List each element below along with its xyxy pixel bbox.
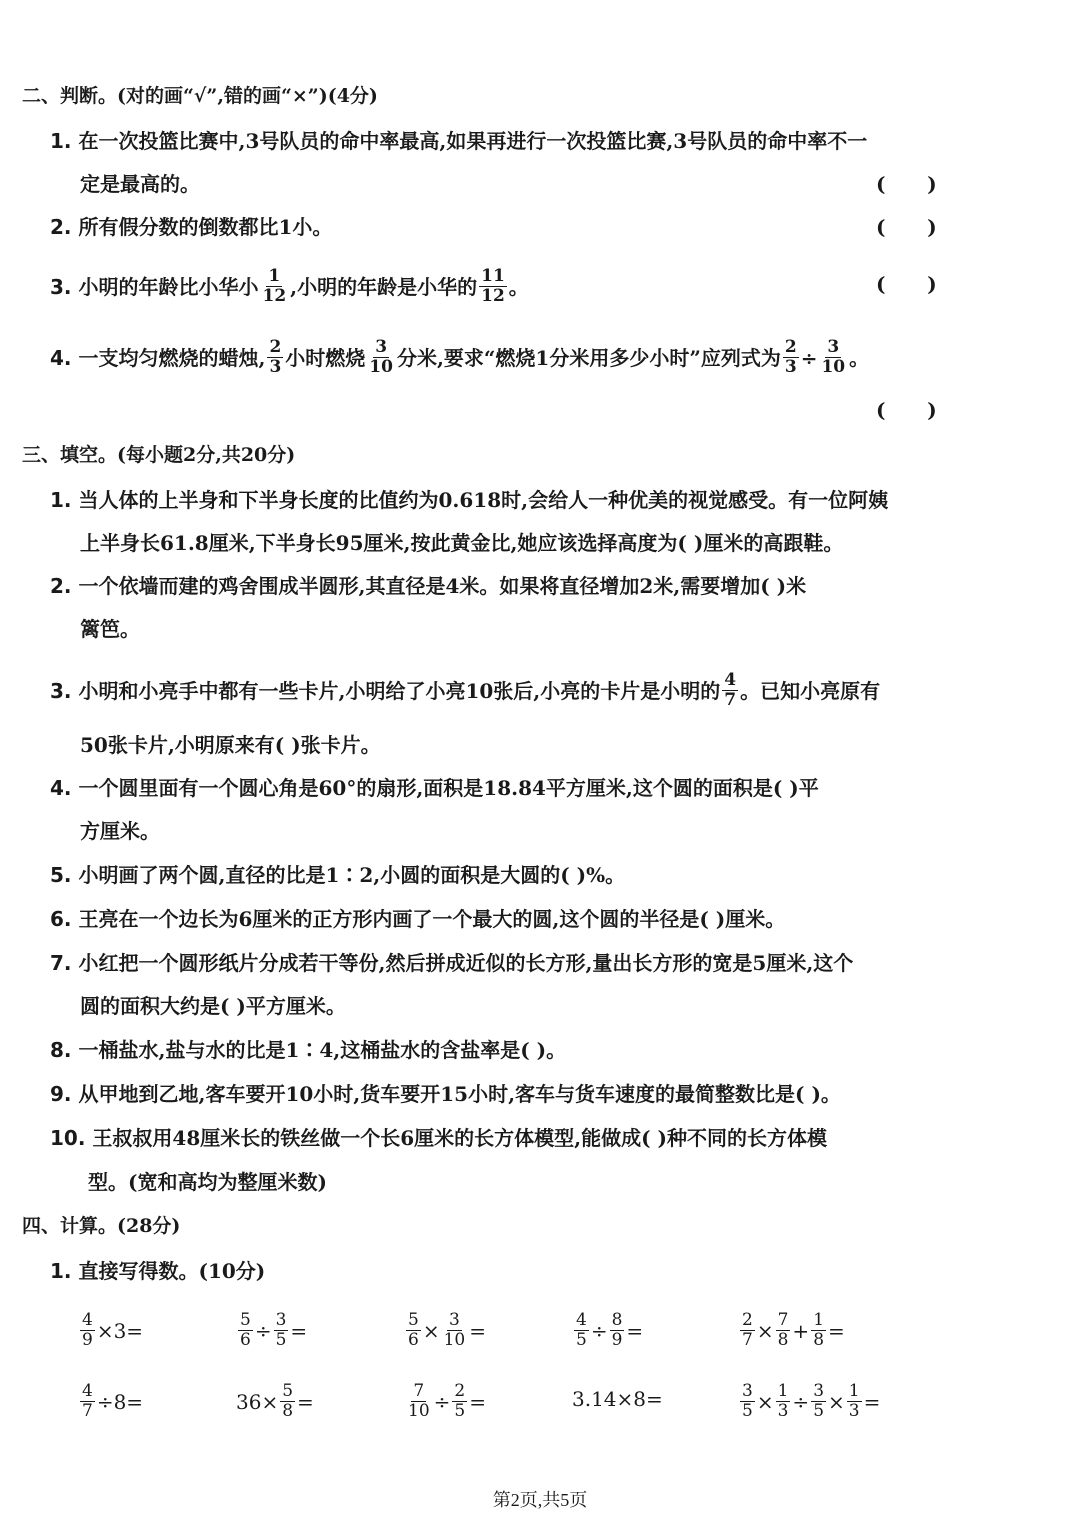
fraction: $\frac{3}{5}$ [742,1381,753,1421]
s3-q2-line1: 2. 一个依墙而建的鸡舍围成半圆形,其直径是4米。如果将直径增加2米,需要增加( )米 [50,574,807,598]
s3-q6-line: 6. 王亮在一个边长为6厘米的正方形内画了一个最大的圆,这个圆的半径是( )厘米。 [50,907,786,931]
answer-blank[interactable]: ( ) [876,272,937,296]
s3-q1-line1: 1. 当人体的上半身和下半身长度的比值约为0.618时,会给人一种优美的视觉感受。有一位阿姨 [50,488,889,512]
q-text: ,小明的年龄是小华的 [290,275,478,299]
s2-q1-line2: 定是最高的。 [80,172,200,196]
s2-q4-line: 4. 一支均匀燃烧的蜡烛, $\frac{2}{3}$ 小时燃烧 $\frac{3}{10}$ 分米,要求“燃烧1分米用多少小时”应列式为 $\frac{2}{3}$ ÷ $\frac{3}{10}$ 。 [50,337,870,377]
fraction: $\frac{2}{5}$ [454,1381,466,1421]
q-number: 3. [50,679,72,703]
q-text: 小明的年龄比小华小 [78,275,259,299]
q-number: 2. [50,215,72,239]
calc-r1-c1: $\frac{4}{9}$ ×3= [82,1310,144,1350]
fraction: $\frac{4}{7}$ [82,1381,93,1421]
s3-q3-line2: 50张卡片,小明原来有( )张卡片。 [80,733,381,757]
q-number: 1. [50,1259,72,1283]
calc-r2-c1: $\frac{4}{7}$ ÷8= [82,1381,144,1421]
s3-q10-line1: 10. 王叔叔用48厘米长的铁丝做一个长6厘米的长方体模型,能做成( )种不同的长方体模 [50,1126,828,1150]
fraction: $\frac{4}{5}$ [576,1310,587,1350]
fraction: $\frac{3}{10}$ [443,1310,466,1350]
q-number: 10. [50,1126,86,1150]
fraction: $\frac{4}{9}$ [82,1310,93,1350]
calc-r1-c4: $\frac{4}{5}$ ÷ $\frac{8}{9}$ = [576,1310,644,1350]
s3-q4-line1: 4. 一个圆里面有一个圆心角是60°的扇形,面积是18.84平方厘米,这个圆的面积是( )平 [50,776,819,800]
s3-q2-line2: 篱笆。 [80,617,140,641]
s2-q2-line [50,213,332,241]
fraction: $\frac{5}{6}$ [240,1310,251,1350]
q-text: 一支均匀燃烧的蜡烛, [78,346,266,370]
s2-q1-line1 [50,127,867,155]
fraction: $\frac{3}{10}$ [369,337,393,377]
fraction: $\frac{2}{7}$ [742,1310,753,1350]
s3-q5-line: 5. 小明画了两个圆,直径的比是1∶2,小圆的面积是大圆的( )%。 [50,863,626,887]
fraction: $\frac{1}{3}$ [777,1381,789,1421]
fraction: $\frac{2}{3}$ [269,337,282,377]
q-number: 7. [50,951,72,975]
fraction: $\frac{8}{9}$ [611,1310,623,1350]
s3-q10-line2: 型。(宽和高均为整厘米数) [88,1170,327,1194]
fraction: $\frac{1}{3}$ [848,1381,860,1421]
q-number: 2. [50,574,72,598]
calc-r2-c3: $\frac{7}{10}$ ÷ $\frac{2}{5}$ = [408,1381,486,1421]
fraction: $\frac{7}{10}$ [408,1381,430,1421]
fraction: $\frac{5}{8}$ [282,1381,294,1421]
fraction: $\frac{3}{5}$ [813,1381,825,1421]
q-number: 5. [50,863,72,887]
q-text: 所有假分数的倒数都比1小。 [78,215,333,239]
calc-r2-c5: $\frac{3}{5}$ × $\frac{1}{3}$ ÷ $\frac{3}{5}$ × $\frac{1}{3}$ = [742,1381,881,1421]
answer-blank[interactable]: ( ) [876,172,937,196]
s3-q8-line: 8. 一桶盐水,盐与水的比是1∶4,这桶盐水的含盐率是( )。 [50,1038,567,1062]
q-number: 1. [50,129,72,153]
fraction: $\frac{3}{10}$ [821,337,846,377]
q-number: 9. [50,1082,72,1106]
s3-q7-line1: 7. 小红把一个圆形纸片分成若干等份,然后拼成近似的长方形,量出长方形的宽是5厘米,这个 [50,951,854,975]
q-number: 3. [50,275,72,299]
section-4-heading: 四、计算。(28分) [22,1215,181,1237]
section-2-heading: 二、判断。(对的画“√”,错的画“×”)(4分) [22,85,378,107]
q-number: 8. [50,1038,72,1062]
page-footer: 第2页,共5页 [492,1490,588,1510]
s3-q7-line2: 圆的面积大约是( )平方厘米。 [80,994,346,1018]
fraction: $\frac{4}{7}$ [724,670,737,710]
q-number: 6. [50,907,72,931]
s3-q9-line: 9. 从甲地到乙地,客车要开10小时,货车要开15小时,客车与货车速度的最简整数比是( )。 [50,1082,841,1106]
q-text: 在一次投篮比赛中,3号队员的命中率最高,如果再进行一次投篮比赛,3号队员的命中率不一 [78,129,868,153]
fraction: $\frac{3}{5}$ [275,1310,287,1350]
fraction: $\frac{2}{3}$ [784,337,797,377]
answer-blank[interactable]: ( ) [876,398,937,422]
calc-r1-c2: $\frac{5}{6}$ ÷ $\frac{3}{5}$ = [240,1310,308,1350]
s3-q3-line1: 3. 小明和小亮手中都有一些卡片,小明给了小亮10张后,小亮的卡片是小明的 $\frac{4}{7}$ 。已知小亮原有 [50,670,881,710]
s3-q1-line2: 上半身长61.8厘米,下半身长95厘米,按此黄金比,她应该选择高度为( )厘米的高跟鞋。 [80,531,844,555]
s4-sub1-line: 1. 直接写得数。(10分) [50,1259,266,1283]
s3-q4-line2: 方厘米。 [80,819,160,843]
section-3-heading: 三、填空。(每小题2分,共20分) [22,444,296,466]
calc-r2-c4: 3.14×8= [572,1387,663,1411]
q-number: 4. [50,346,72,370]
calc-r1-c5: $\frac{2}{7}$ × $\frac{7}{8}$ + $\frac{1}{8}$ = [742,1310,845,1350]
answer-blank[interactable]: ( ) [876,215,937,239]
fraction: $\frac{1}{12}$ [262,266,287,306]
fraction: $\frac{5}{6}$ [408,1310,419,1350]
q-number: 4. [50,776,72,800]
calc-r2-c2: 36× $\frac{5}{8}$ = [236,1381,314,1421]
s2-q3-line: 3. 小明的年龄比小华小 $\frac{1}{12}$ ,小明的年龄是小华的 $\frac{11}{12}$ 。 [50,266,529,306]
fraction: $\frac{11}{12}$ [481,266,505,306]
fraction: $\frac{1}{8}$ [813,1310,825,1350]
calc-r1-c3: $\frac{5}{6}$ × $\frac{3}{10}$ = [408,1310,486,1350]
fraction: $\frac{7}{8}$ [777,1310,789,1350]
q-number: 1. [50,488,72,512]
